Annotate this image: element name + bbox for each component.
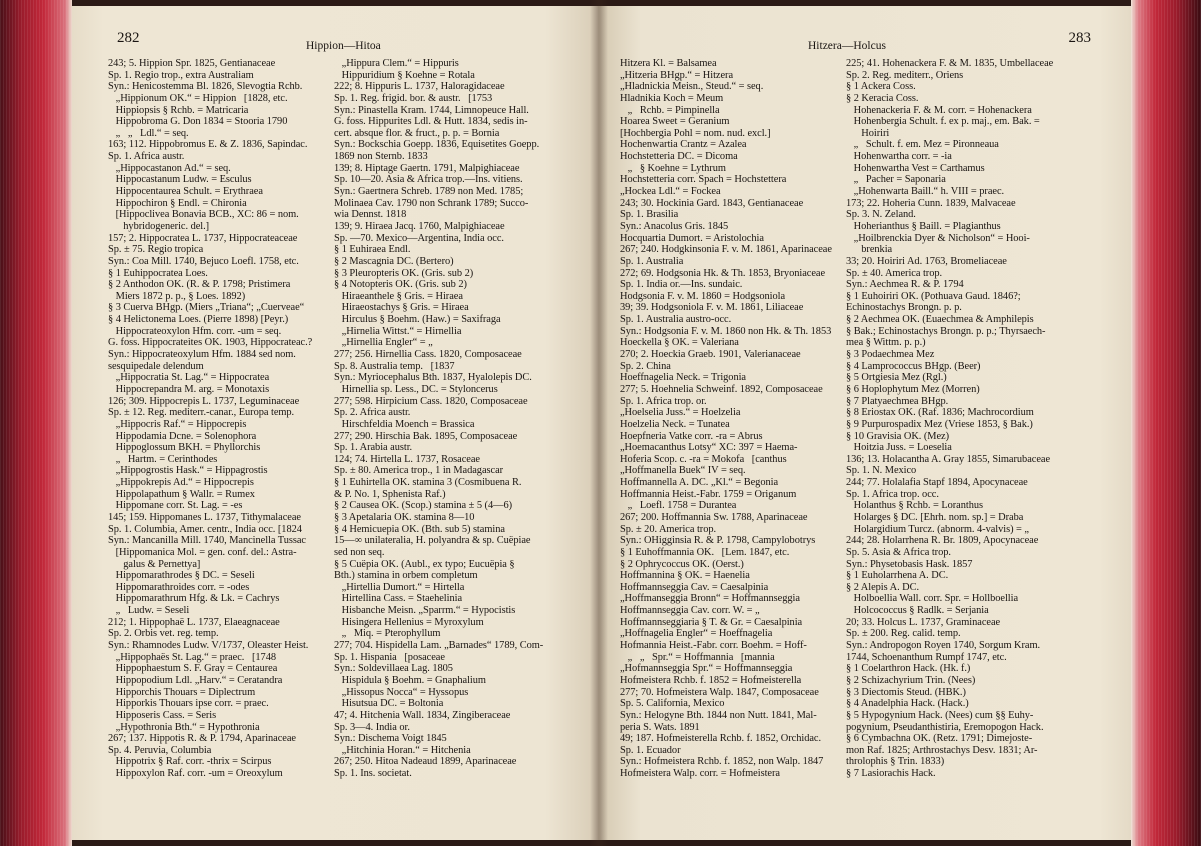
text-line: 49; 187. Hofmeisterella Rchb. f. 1852, Orchidac.: [620, 733, 822, 745]
text-line: Sp. 1. Africa trop. occ.: [846, 488, 939, 500]
text-line: „Hoelselia Juss.“ = Hoelzelia: [620, 407, 741, 419]
text-line: Holanthus § Rchb. = Loranthus: [846, 500, 984, 512]
text-line: Miers 1872 p. p., § Loes. 1892): [108, 290, 246, 302]
text-line: Syn.: Rhamnodes Ludw. V/1737, Oleaster Heist.: [108, 640, 309, 652]
text-line: § 2 Anthodon OK. (R. & P. 1798; Pristimera: [108, 279, 291, 291]
text-line: Syn.: Henicostemma Bl. 1826, Slevogtia Rchb.: [108, 81, 303, 93]
text-line: Hippobroma G. Don 1834 = Stooria 1790: [108, 116, 288, 128]
text-line: Hippophaestum S. F. Gray = Centaurea: [108, 663, 278, 675]
text-line: Sp. 1. Australia austro-occ.: [620, 314, 732, 326]
text-line: Bth.) stamina in orbem completum: [334, 570, 478, 582]
text-line: 173; 22. Hoheria Cunn. 1839, Malvaceae: [846, 197, 1016, 209]
right-column-2: [846, 58, 1108, 780]
text-line: Syn.: Helogyne Bth. 1844 non Nutt. 1841, Mal-: [620, 709, 817, 721]
text-line: & P. No. 1, Sphenista Raf.): [334, 488, 446, 500]
text-line: Syn.: Coa Mill. 1740, Bejuco Loefl. 1758, etc.: [108, 255, 299, 267]
text-line: Hoeffnagelia Neck. = Trigonia: [620, 372, 746, 384]
text-line: Hiraeostachys § Gris. = Hiraea: [334, 302, 469, 314]
text-line: „Hippocris Raf.“ = Hippocrepis: [108, 418, 247, 430]
text-line: 145; 159. Hippomanes L. 1737, Tithymalaceae: [108, 511, 301, 523]
text-line: galus & Pernettya]: [108, 558, 201, 570]
text-line: Sp. 2. Reg. mediterr., Oriens: [846, 69, 964, 81]
text-line: Sp. ± 75. Regio tropica: [108, 244, 204, 256]
text-line: § Bak.; Echinostachys Brongn. p. p.; Thyrsaech-: [846, 325, 1046, 337]
page-number-left: 282: [117, 30, 140, 46]
text-line: Sp. 2. China: [620, 360, 671, 372]
text-line: § 1 Euholarrhena A. DC.: [846, 570, 949, 582]
text-line: 163; 112. Hippobromus E. & Z. 1836, Sapindac.: [108, 139, 308, 151]
text-line: § 2 Aechmea OK. (Euaechmea & Amphilepis: [846, 314, 1034, 326]
text-line: 124; 74. Hirtella L. 1737, Rosaceae: [334, 453, 480, 465]
text-line: § 1 Ackera Coss.: [846, 81, 916, 93]
text-line: „Hoffnagelia Engler“ = Hoeffnagelia: [620, 628, 773, 640]
text-line: Syn.: Aechmea R. & P. 1794: [846, 279, 964, 291]
text-line: Hisbanche Meisn. „Sparrm.“ = Hypocistis: [334, 605, 516, 617]
book-edge-right: [1131, 0, 1201, 846]
text-line: „ „ Spr.“ = Hoffmannia [mannia: [620, 651, 775, 663]
text-line: Sp. 1. Africa austr.: [108, 151, 185, 163]
text-line: Sp. 3—4. India or.: [334, 721, 410, 733]
page-number-right: 283: [1068, 30, 1091, 46]
text-line: Hoelzelia Neck. = Tunatea: [620, 418, 730, 430]
text-line: Hirnellia sp. Less., DC. = Styloncerus: [334, 383, 498, 395]
text-line: Hippocrateoxylon Hfm. corr. -um = seq.: [108, 325, 282, 337]
running-head-left: Hippion—Hitoa: [306, 40, 381, 52]
text-line: „Hirnelia Wittst.“ = Hirnellia: [334, 325, 462, 337]
text-line: § 3 Podaechmea Mez: [846, 349, 935, 361]
text-line: Hitzera Kl. = Balsamea: [620, 58, 717, 69]
text-line: „ Loefl. 1758 = Durantea: [620, 500, 737, 512]
left-page: [72, 6, 598, 840]
text-line: § 3 Diectomis Steud. (HBK.): [846, 686, 966, 698]
text-line: 243; 30. Hockinia Gard. 1843, Gentianaceae: [620, 197, 804, 209]
text-line: § 5 Ortgiesia Mez (Rgl.): [846, 372, 947, 384]
text-line: „ Miq. = Pterophyllum: [334, 628, 441, 640]
text-line: 136; 13. Holacantha A. Gray 1855, Simarubaceae: [846, 453, 1051, 465]
text-line: Holcococcus § Radlk. = Serjania: [846, 605, 989, 617]
text-line: Hippoxylon Raf. corr. -um = Oreoxylum: [108, 768, 283, 780]
text-line: Syn.: Physetobasis Hask. 1857: [846, 558, 973, 570]
text-line: Hoffmannseggiaria § T. & Gr. = Caesalpinia: [620, 616, 803, 628]
text-line: § 2 Keracia Coss.: [846, 92, 919, 104]
text-line: Sp. ± 12. Reg. mediterr.-canar., Europa temp.: [108, 407, 295, 419]
text-line: [Hochbergia Pohl = nom. nud. excl.]: [620, 127, 771, 139]
text-line: § 2 Mascagnia DC. (Bertero): [334, 255, 454, 267]
text-line: Hipporchis Thouars = Diplectrum: [108, 686, 256, 698]
text-line: § 1 Euhippocratea Loes.: [108, 267, 208, 279]
text-line: § 5 Hypogynium Hack. (Nees) cum §§ Euhy-: [846, 709, 1034, 721]
text-line: § 2 Alepis A. DC.: [846, 581, 920, 593]
text-line: Syn.: Bockschia Goepp. 1836, Equisetites Goepp.: [334, 139, 540, 151]
text-line: § 1 Euhirtella OK. stamina 3 (Cosmibuena R.: [334, 477, 522, 489]
text-line: Hisutsua DC. = Boltonia: [334, 698, 444, 710]
text-line: § 1 Euhiraea Endl.: [334, 244, 411, 256]
text-line: § 7 Lasiorachis Hack.: [846, 768, 936, 780]
text-line: Syn.: Myriocephalus Bth. 1837, Hyalolepis DC.: [334, 372, 532, 384]
text-line: Syn.: Andropogon Royen 1740, Sorgum Kram.: [846, 640, 1041, 652]
text-line: Hoeckella § OK. = Valeriana: [620, 337, 739, 349]
left-column-2: [334, 58, 584, 780]
text-line: G. foss. Hippurites Ldl. & Hutt. 1834, sedis in-: [334, 116, 528, 128]
text-line: Holarges § DC. [Ehrh. nom. sp.] = Draba: [846, 511, 1024, 523]
text-line: § 2 Schizachyrium Trin. (Nees): [846, 674, 976, 686]
text-line: [Hippomanica Mol. = gen. conf. del.: Astra-: [108, 546, 297, 558]
text-line: Hochstetteria DC. = Dicoma: [620, 151, 738, 163]
text-line: sesquipedale delendum: [108, 360, 204, 372]
text-line: § 6 Hoplophytum Mez (Morren): [846, 383, 980, 395]
text-line: „Hofmannseggia Spr.“ = Hoffmannseggia: [620, 663, 793, 675]
text-line: 267; 240. Hodgkinsonia F. v. M. 1861, Aparinaceae: [620, 244, 832, 256]
text-line: § 4 Notopteris OK. (Gris. sub 2): [334, 279, 467, 291]
text-line: 267; 137. Hippotis R. & P. 1794, Aparinaceae: [108, 733, 296, 745]
text-line: 39; 39. Hodgsoniola F. v. M. 1861, Liliaceae: [620, 302, 804, 314]
text-line: throlophis § Trin. 1833): [846, 756, 945, 768]
text-line: Hisingera Hellenius = Myroxylum: [334, 616, 484, 628]
text-line: Molinaea Cav. 1790 non Schrank 1789; Succo-: [334, 197, 529, 209]
text-line: „Hoffmanella Buek“ IV = seq.: [620, 465, 746, 477]
text-line: Syn.: Anacolus Gris. 1845: [620, 220, 729, 232]
text-line: Sp. ± 200. Reg. calid. temp.: [846, 628, 961, 640]
text-line: 225; 41. Hohenackera F. & M. 1835, Umbellaceae: [846, 58, 1054, 69]
text-line: „Hockea Ldl.“ = Fockea: [620, 186, 721, 198]
text-line: § 4 Helictonema Loes. (Pierre 1898) [Peyr.): [108, 314, 289, 326]
text-line: Syn.: Soldevillaea Lag. 1805: [334, 663, 453, 675]
text-line: 267; 200. Hoffmannia Sw. 1788, Aparinaceae: [620, 511, 808, 523]
text-line: 243; 5. Hippion Spr. 1825, Gentianaceae: [108, 58, 276, 69]
text-line: 33; 20. Hoiriri Ad. 1763, Bromeliaceae: [846, 255, 1007, 267]
text-line: 277; 290. Hirschia Bak. 1895, Composaceae: [334, 430, 518, 442]
text-line: § 6 Cymbachna OK. (Retz. 1791; Dimejoste-: [846, 733, 1033, 745]
text-line: 47; 4. Hitchenia Wall. 1834, Zingiberaceae: [334, 709, 511, 721]
text-line: Sp. 1. Arabia austr.: [334, 442, 413, 454]
right-page: [598, 6, 1131, 840]
text-line: cert. absque flor. & fruct., p. p. = Bornia: [334, 127, 500, 139]
text-line: § 9 Purpurospadix Mez (Vriese 1853, § Bak.): [846, 418, 1033, 430]
text-line: § 4 Lamprococcus BHgp. (Beer): [846, 360, 981, 372]
text-line: Hippopodium Ldl. „Harv.“ = Ceratandra: [108, 674, 283, 686]
text-line: 277; 5. Hoehnelia Schweinf. 1892, Composaceae: [620, 383, 823, 395]
text-line: „Hirtellia Dumort.“ = Hirtella: [334, 581, 465, 593]
text-line: Hippotrix § Raf. corr. -thrix = Scirpus: [108, 756, 272, 768]
text-line: § 2 Causea OK. (Scop.) stamina ± 5 (4—6): [334, 500, 512, 512]
text-line: § 3 Apetalaria OK. stamina 8—10: [334, 511, 475, 523]
text-line: 139; 9. Hiraea Jacq. 1760, Malpighiaceae: [334, 220, 505, 232]
text-line: Sp. 1. India or.—Ins. sundaic.: [620, 279, 743, 291]
text-line: „Hirnellia Engler“ = „: [334, 337, 433, 349]
text-line: 157; 2. Hippocratea L. 1737, Hippocrateaceae: [108, 232, 298, 244]
text-line: „ Rchb. = Pimpinella: [620, 104, 720, 116]
text-line: Hiraeanthele § Gris. = Hiraea: [334, 290, 463, 302]
text-line: Hippoglossum BKH. = Phyllorchis: [108, 442, 261, 454]
text-line: Hochenwartia Crantz = Azalea: [620, 139, 747, 151]
text-line: 270; 2. Hoeckia Graeb. 1901, Valerianaceae: [620, 349, 801, 361]
text-line: 277; 256. Hirnellia Cass. 1820, Composaceae: [334, 349, 522, 361]
text-line: Hoitzia Juss. = Loeselia: [846, 442, 952, 454]
text-line: Syn.: Hofmeistera Rchb. f. 1852, non Walp. 1847: [620, 756, 824, 768]
text-line: „ § Koehne = Lythrum: [620, 162, 726, 174]
text-line: Hipporkis Thouars ipse corr. = praec.: [108, 698, 269, 710]
text-line: „ Schult. f. em. Mez = Pironneaua: [846, 139, 999, 151]
text-line: Hoffmannseggia Cav. corr. W. = „: [620, 605, 760, 617]
text-line: „Hippura Clem.“ = Hippuris: [334, 58, 459, 69]
text-line: Sp. ± 80. America trop., 1 in Madagascar: [334, 465, 504, 477]
text-line: Sp. 1. Regio trop., extra Australiam: [108, 69, 254, 81]
text-line: § 1 Euhoiriri OK. (Pothuava Gaud. 1846?;: [846, 290, 1021, 302]
left-column-1: [108, 58, 360, 780]
text-line: „Hippokrepis Ad.“ = Hippocrepis: [108, 477, 254, 489]
text-line: „Hladnickia Meisn., Steud.“ = seq.: [620, 81, 764, 93]
text-line: Echinostachys Brongn. p. p.: [846, 302, 962, 314]
text-line: „Hitchinia Horan.“ = Hitchenia: [334, 744, 471, 756]
right-column-1: [620, 58, 866, 780]
text-line: Hohenwartha Vest = Carthamus: [846, 162, 985, 174]
text-line: 20; 33. Holcus L. 1737, Graminaceae: [846, 616, 1001, 628]
text-line: § 3 Pleuropteris OK. (Gris. sub 2): [334, 267, 474, 279]
text-line: § 5 Cuëpia OK. (Aubl., ex typo; Eucuëpia §: [334, 558, 515, 570]
text-line: 272; 69. Hodgsonia Hk. & Th. 1853, Bryoniaceae: [620, 267, 826, 279]
text-line: „ Ludw. = Seseli: [108, 605, 190, 617]
text-line: Hippodamia Dcne. = Solenophora: [108, 430, 257, 442]
text-line: § 8 Eriostax OK. (Raf. 1836; Machrocordium: [846, 407, 1034, 419]
text-line: Sp. 8. Australia temp. [1837: [334, 360, 455, 372]
text-line: Hofmeistera Rchb. f. 1852 = Hofmeisterella: [620, 674, 802, 686]
text-line: Hippolapathum § Wallr. = Rumex: [108, 488, 255, 500]
text-line: Sp. 2. Africa austr.: [334, 407, 411, 419]
text-line: Hippiopsis § Rchb. = Matricaria: [108, 104, 249, 116]
text-line: pogynium, Pseudanthistiria, Eremopogon Hack.: [846, 721, 1044, 733]
text-line: § 10 Gravisia OK. (Mez): [846, 430, 950, 442]
text-line: Syn.: OHigginsia R. & P. 1798, Campylobotrys: [620, 535, 816, 547]
text-line: „ Pacher = Saponaria: [846, 174, 946, 186]
text-line: „Hoemacanthus Lotsy“ XC: 397 = Haema-: [620, 442, 798, 454]
text-line: 277; 598. Hirpicium Cass. 1820, Composaceae: [334, 395, 528, 407]
text-line: Hirtellina Cass. = Staehelinia: [334, 593, 463, 605]
text-line: Hodgsonia F. v. M. 1860 = Hodgsoniola: [620, 290, 786, 302]
text-line: „Hoffmanseggia Bronn“ = Hoffmannseggia: [620, 593, 800, 605]
text-line: Sp. 1. Hispania [posaceae: [334, 651, 445, 663]
text-line: mon Raf. 1825; Arthrostachys Desv. 1831; Ar-: [846, 744, 1038, 756]
text-line: Sp. 2. Orbis vet. reg. temp.: [108, 628, 219, 640]
text-line: 139; 8. Hiptage Gaertn. 1791, Malpighiaceae: [334, 162, 520, 174]
text-line: Sp. 1. N. Mexico: [846, 465, 917, 477]
text-line: Hoffmannina § OK. = Haenelia: [620, 570, 750, 582]
running-head-right: Hitzera—Holcus: [808, 40, 886, 52]
text-line: „Hoilbrenckia Dyer & Nicholson“ = Hooi-: [846, 232, 1030, 244]
book-edge-left: [0, 0, 72, 846]
text-line: Hofmeistera Walp. corr. = Hofmeistera: [620, 768, 780, 780]
text-line: „Hitzeria BHgp.“ = Hitzera: [620, 69, 734, 81]
text-line: Syn.: Mancanilla Mill. 1740, Mancinella Tussac: [108, 535, 306, 547]
text-line: „Hippogrostis Hask.“ = Hippagrostis: [108, 465, 268, 477]
text-line: „Hissopus Nocca“ = Hyssopus: [334, 686, 469, 698]
text-line: „Hippocratia St. Lag.“ = Hippocratea: [108, 372, 270, 384]
text-line: Hippomarathrodes § DC. = Seseli: [108, 570, 255, 582]
text-line: § 2 Ophrycoccus OK. (Oerst.): [620, 558, 744, 570]
text-line: Sp. 1. Ecuador: [620, 744, 681, 756]
text-line: Sp. 1. Australia: [620, 255, 684, 267]
text-line: Sp. 4. Peruvia, Columbia: [108, 744, 212, 756]
text-line: Hippomarathrum Hfg. & Lk. = Cachrys: [108, 593, 280, 605]
text-line: Hippomarathroides corr. = -odes: [108, 581, 250, 593]
text-line: § 1 Coelarthron Hack. (Hk. f.): [846, 663, 971, 675]
text-line: Hippuridium § Koehne = Rotala: [334, 69, 475, 81]
text-line: Hispidula § Boehm. = Gnaphalium: [334, 674, 486, 686]
text-line: [Hippoclivea Bonavia BCB., XC: 86 = nom.: [108, 209, 299, 221]
text-line: § 1 Euhoffmannia OK. [Lem. 1847, etc.: [620, 546, 790, 558]
text-line: Hoarea Sweet = Geranium: [620, 116, 730, 128]
text-line: § 3 Cuerva BHgp. (Miers „Triana“; „Cuerveae“: [108, 302, 305, 314]
text-line: Syn.: Gaertnera Schreb. 1789 non Med. 1785;: [334, 186, 524, 198]
text-line: Hoferia Scop. c. -ra = Mokofa [canthus: [620, 453, 787, 465]
text-line: Hofmannia Heist.-Fabr. corr. Boehm. = Hoff-: [620, 640, 807, 652]
text-line: 222; 8. Hippuris L. 1737, Haloragidaceae: [334, 81, 505, 93]
text-line: Hipposeris Cass. = Seris: [108, 709, 217, 721]
text-line: Hoffmannseggia Cav. = Caesalpinia: [620, 581, 769, 593]
text-line: Sp. 3. N. Zeland.: [846, 209, 916, 221]
text-line: Holboellia Wall. corr. Spr. = Hollboellia: [846, 593, 1019, 605]
text-line: Hippomane corr. St. Lag. = -es: [108, 500, 243, 512]
text-line: 1744, Schoenanthum Rumpf 1747, etc.: [846, 651, 1007, 663]
text-line: Syn.: Dischema Voigt 1845: [334, 733, 447, 745]
text-line: 126; 309. Hippocrepis L. 1737, Leguminaceae: [108, 395, 300, 407]
text-line: „ „ Ldl.“ = seq.: [108, 127, 189, 139]
text-line: Hoffmannella A. DC. „Kl.“ = Begonia: [620, 477, 779, 489]
text-line: Sp. 1. Reg. frigid. bor. & austr. [1753: [334, 92, 493, 104]
text-line: 15—∞ unilateralia, H. polyandra & sp. Cuëpiae: [334, 535, 531, 547]
text-line: Hippocastanum Ludw. = Esculus: [108, 174, 252, 186]
text-line: Hoherianthus § Baill. = Plagianthus: [846, 220, 1001, 232]
text-line: Hippochiron § Endl. = Chironia: [108, 197, 247, 209]
text-line: Sp. 5. Asia & Africa trop.: [846, 546, 951, 558]
text-line: mea § Wittm. p. p.): [846, 337, 926, 349]
text-line: Sp. 1. Africa trop. or.: [620, 395, 707, 407]
text-line: Holargidium Turcz. (abnorm. 4-valvis) = „: [846, 523, 1029, 535]
text-line: Hoiriri: [846, 127, 890, 139]
text-line: Sp. ± 20. America trop.: [620, 523, 717, 535]
book-gutter: [590, 0, 608, 846]
text-line: Hocquartia Dumort. = Aristolochia: [620, 232, 764, 244]
text-line: Hirschfeldia Moench = Brassica: [334, 418, 475, 430]
text-line: Sp. 10—20. Asia & Africa trop.—Ins. vitiens.: [334, 174, 523, 186]
text-line: 1869 non Sternb. 1833: [334, 151, 428, 163]
text-line: Sp. ± 40. America trop.: [846, 267, 943, 279]
text-line: Hladnikia Koch = Meum: [620, 92, 724, 104]
text-line: „ Hartm. = Cerinthodes: [108, 453, 218, 465]
text-line: Sp. —70. Mexico—Argentina, India occ.: [334, 232, 504, 244]
text-line: „Hippionum OK.“ = Hippion [1828, etc.: [108, 92, 288, 104]
text-line: wia Dennst. 1818: [334, 209, 407, 221]
text-line: 277; 704. Hispidella Lam. „Barnades“ 1789, Com-: [334, 640, 544, 652]
text-line: 244; 28. Holarrhena R. Br. 1809, Apocynaceae: [846, 535, 1039, 547]
text-line: Sp. 1. Ins. societat.: [334, 768, 412, 780]
text-line: Hohenwartha corr. = -ia: [846, 151, 952, 163]
text-line: Hohenackeria F. & M. corr. = Hohenackera: [846, 104, 1032, 116]
text-line: 267; 250. Hitoa Nadeaud 1899, Aparinaceae: [334, 756, 517, 768]
text-line: Hippocrepandra M. arg. = Monotaxis: [108, 383, 270, 395]
text-line: sed non seq.: [334, 546, 385, 558]
text-line: § 4 Hemicuepia OK. (Bth. sub 5) stamina: [334, 523, 505, 535]
text-line: Hoepfneria Vatke corr. -ra = Abrus: [620, 430, 763, 442]
text-line: Sp. 1. Columbia, Amer. centr., India occ. [1824: [108, 523, 302, 535]
text-line: 277; 70. Hofmeistera Walp. 1847, Composaceae: [620, 686, 819, 698]
text-line: Sp. 1. Brasilia: [620, 209, 679, 221]
text-line: hybridogeneric. del.]: [108, 220, 210, 232]
text-line: „Hypothronia Bth.“ = Hypothronia: [108, 721, 260, 733]
text-line: 244; 77. Holalafia Stapf 1894, Apocynaceae: [846, 477, 1028, 489]
text-line: „Hohenwarta Baill.“ h. VIII = praec.: [846, 186, 1005, 198]
text-line: „Hippocastanon Ad.“ = seq.: [108, 162, 231, 174]
text-line: Hohenbergia Schult. f. ex p. maj., em. Bak. =: [846, 116, 1040, 128]
text-line: Hoffmannia Heist.-Fabr. 1759 = Origanum: [620, 488, 797, 500]
text-line: § 7 Platyaechmea BHgp.: [846, 395, 949, 407]
text-line: „Hippophaës St. Lag.“ = praec. [1748: [108, 651, 276, 663]
text-line: 212; 1. Hippophaë L. 1737, Elaeagnaceae: [108, 616, 280, 628]
text-line: Syn.: Hodgsonia F. v. M. 1860 non Hk. & Th. 1853: [620, 325, 832, 337]
text-line: Syn.: Hippocrateoxylum Hfm. 1884 sed nom.: [108, 349, 296, 361]
text-line: Hochstetteria corr. Spach = Hochstettera: [620, 174, 787, 186]
text-line: G. foss. Hippocrateites OK. 1903, Hippocrateac.?: [108, 337, 313, 349]
text-line: Hirculus § Boehm. (Haw.) = Saxifraga: [334, 314, 501, 326]
text-line: § 4 Anadelphia Hack. (Hack.): [846, 698, 969, 710]
text-line: brenkia: [846, 244, 893, 256]
text-line: Syn.: Pinastella Kram. 1744, Limnopeuce Hall.: [334, 104, 529, 116]
text-line: peria S. Wats. 1891: [620, 721, 700, 733]
text-line: Hippocentaurea Schult. = Erythraea: [108, 186, 263, 198]
text-line: Sp. 5. California, Mexico: [620, 698, 725, 710]
